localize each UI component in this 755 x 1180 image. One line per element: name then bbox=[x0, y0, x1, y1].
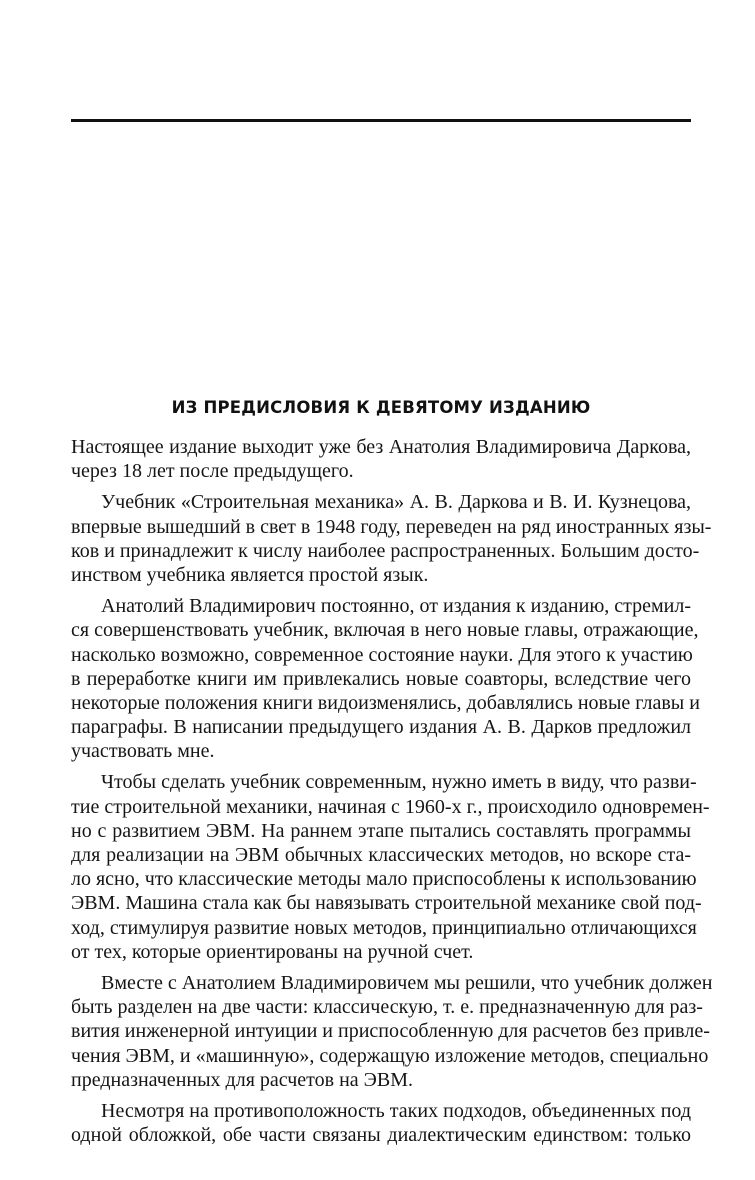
text-line: инством учебника является простой язык. bbox=[71, 563, 429, 586]
text-line: впервые вышедший в свет в 1948 году, переведен на ряд иностранных язы- bbox=[71, 515, 712, 538]
text-line: в переработке книги им привлекались новые соавторы, вследствие чего bbox=[71, 667, 691, 690]
text-line: через 18 лет после предыдущего. bbox=[71, 460, 354, 483]
paragraph bbox=[71, 435, 691, 483]
paragraph bbox=[71, 1099, 691, 1147]
paragraph bbox=[71, 490, 712, 587]
text-line: Учебник «Строительная механика» А. В. Даркова и В. И. Кузнецова, bbox=[101, 491, 691, 514]
text-line: быть разделен на две части: классическую, т. е. предназначенную для раз- bbox=[71, 996, 703, 1019]
text-line: для реализации на ЭВМ обычных классических методов, но вскоре ста- bbox=[71, 844, 691, 866]
paragraph bbox=[71, 971, 713, 1092]
text-line: одной обложкой, обе части связаны диалектическим единством: только bbox=[71, 1124, 691, 1147]
text-line: некоторые положения книги видоизменялись, добавлялись новые главы и bbox=[71, 691, 700, 714]
top-rule bbox=[71, 119, 691, 122]
paragraph bbox=[71, 594, 700, 763]
text-line: участвовать мне. bbox=[71, 740, 215, 763]
text-line: ков и принадлежит к числу наиболее распространенных. Большим досто- bbox=[71, 539, 700, 562]
text-line: Настоящее издание выходит уже без Анатолия Владимировича Даркова, bbox=[71, 436, 691, 458]
text-line: насколько возможно, современное состояние науки. Для этого к участию bbox=[71, 643, 693, 666]
text-line: параграфы. В написании предыдущего издания А. В. Дарков предложил bbox=[71, 716, 691, 739]
text-line: Вместе с Анатолием Владимировичем мы решили, что учебник должен bbox=[101, 971, 713, 994]
text-line: чения ЭВМ, и «машинную», содержащую изложение методов, специально bbox=[71, 1044, 709, 1067]
text-line: но с развитием ЭВМ. На раннем этапе пытались составлять программы bbox=[71, 819, 691, 842]
text-line: ход, стимулируя развитие новых методов, принципиально отличающихся bbox=[71, 916, 697, 939]
paragraph bbox=[71, 770, 710, 964]
text-line: ЭВМ. Машина стала как бы навязывать строительной механике свой под- bbox=[71, 892, 702, 915]
section-heading: ИЗ ПРЕДИСЛОВИЯ К ДЕВЯТОМУ ИЗДАНИЮ bbox=[171, 398, 591, 417]
text-line: Анатолий Владимирович постоянно, от издания к изданию, стремил- bbox=[101, 595, 691, 618]
text-line: тие строительной механики, начиная с 1960-х г., происходило одновремен- bbox=[71, 795, 710, 818]
text-line: от тех, которые ориентированы на ручной счет. bbox=[71, 940, 474, 963]
text-line: Несмотря на противоположность таких подходов, объединенных под bbox=[101, 1099, 691, 1122]
text-line: Чтобы сделать учебник современным, нужно иметь в виду, что разви- bbox=[101, 771, 697, 794]
text-line: ло ясно, что классические методы мало приспособлены к использованию bbox=[71, 868, 697, 891]
body-text bbox=[71, 435, 713, 1154]
text-line: ся совершенствовать учебник, включая в него новые главы, отражающие, bbox=[71, 619, 699, 642]
text-line: предназначенных для расчетов на ЭВМ. bbox=[71, 1068, 414, 1091]
text-line: вития инженерной интуиции и приспособленную для расчетов без привле- bbox=[71, 1020, 710, 1043]
